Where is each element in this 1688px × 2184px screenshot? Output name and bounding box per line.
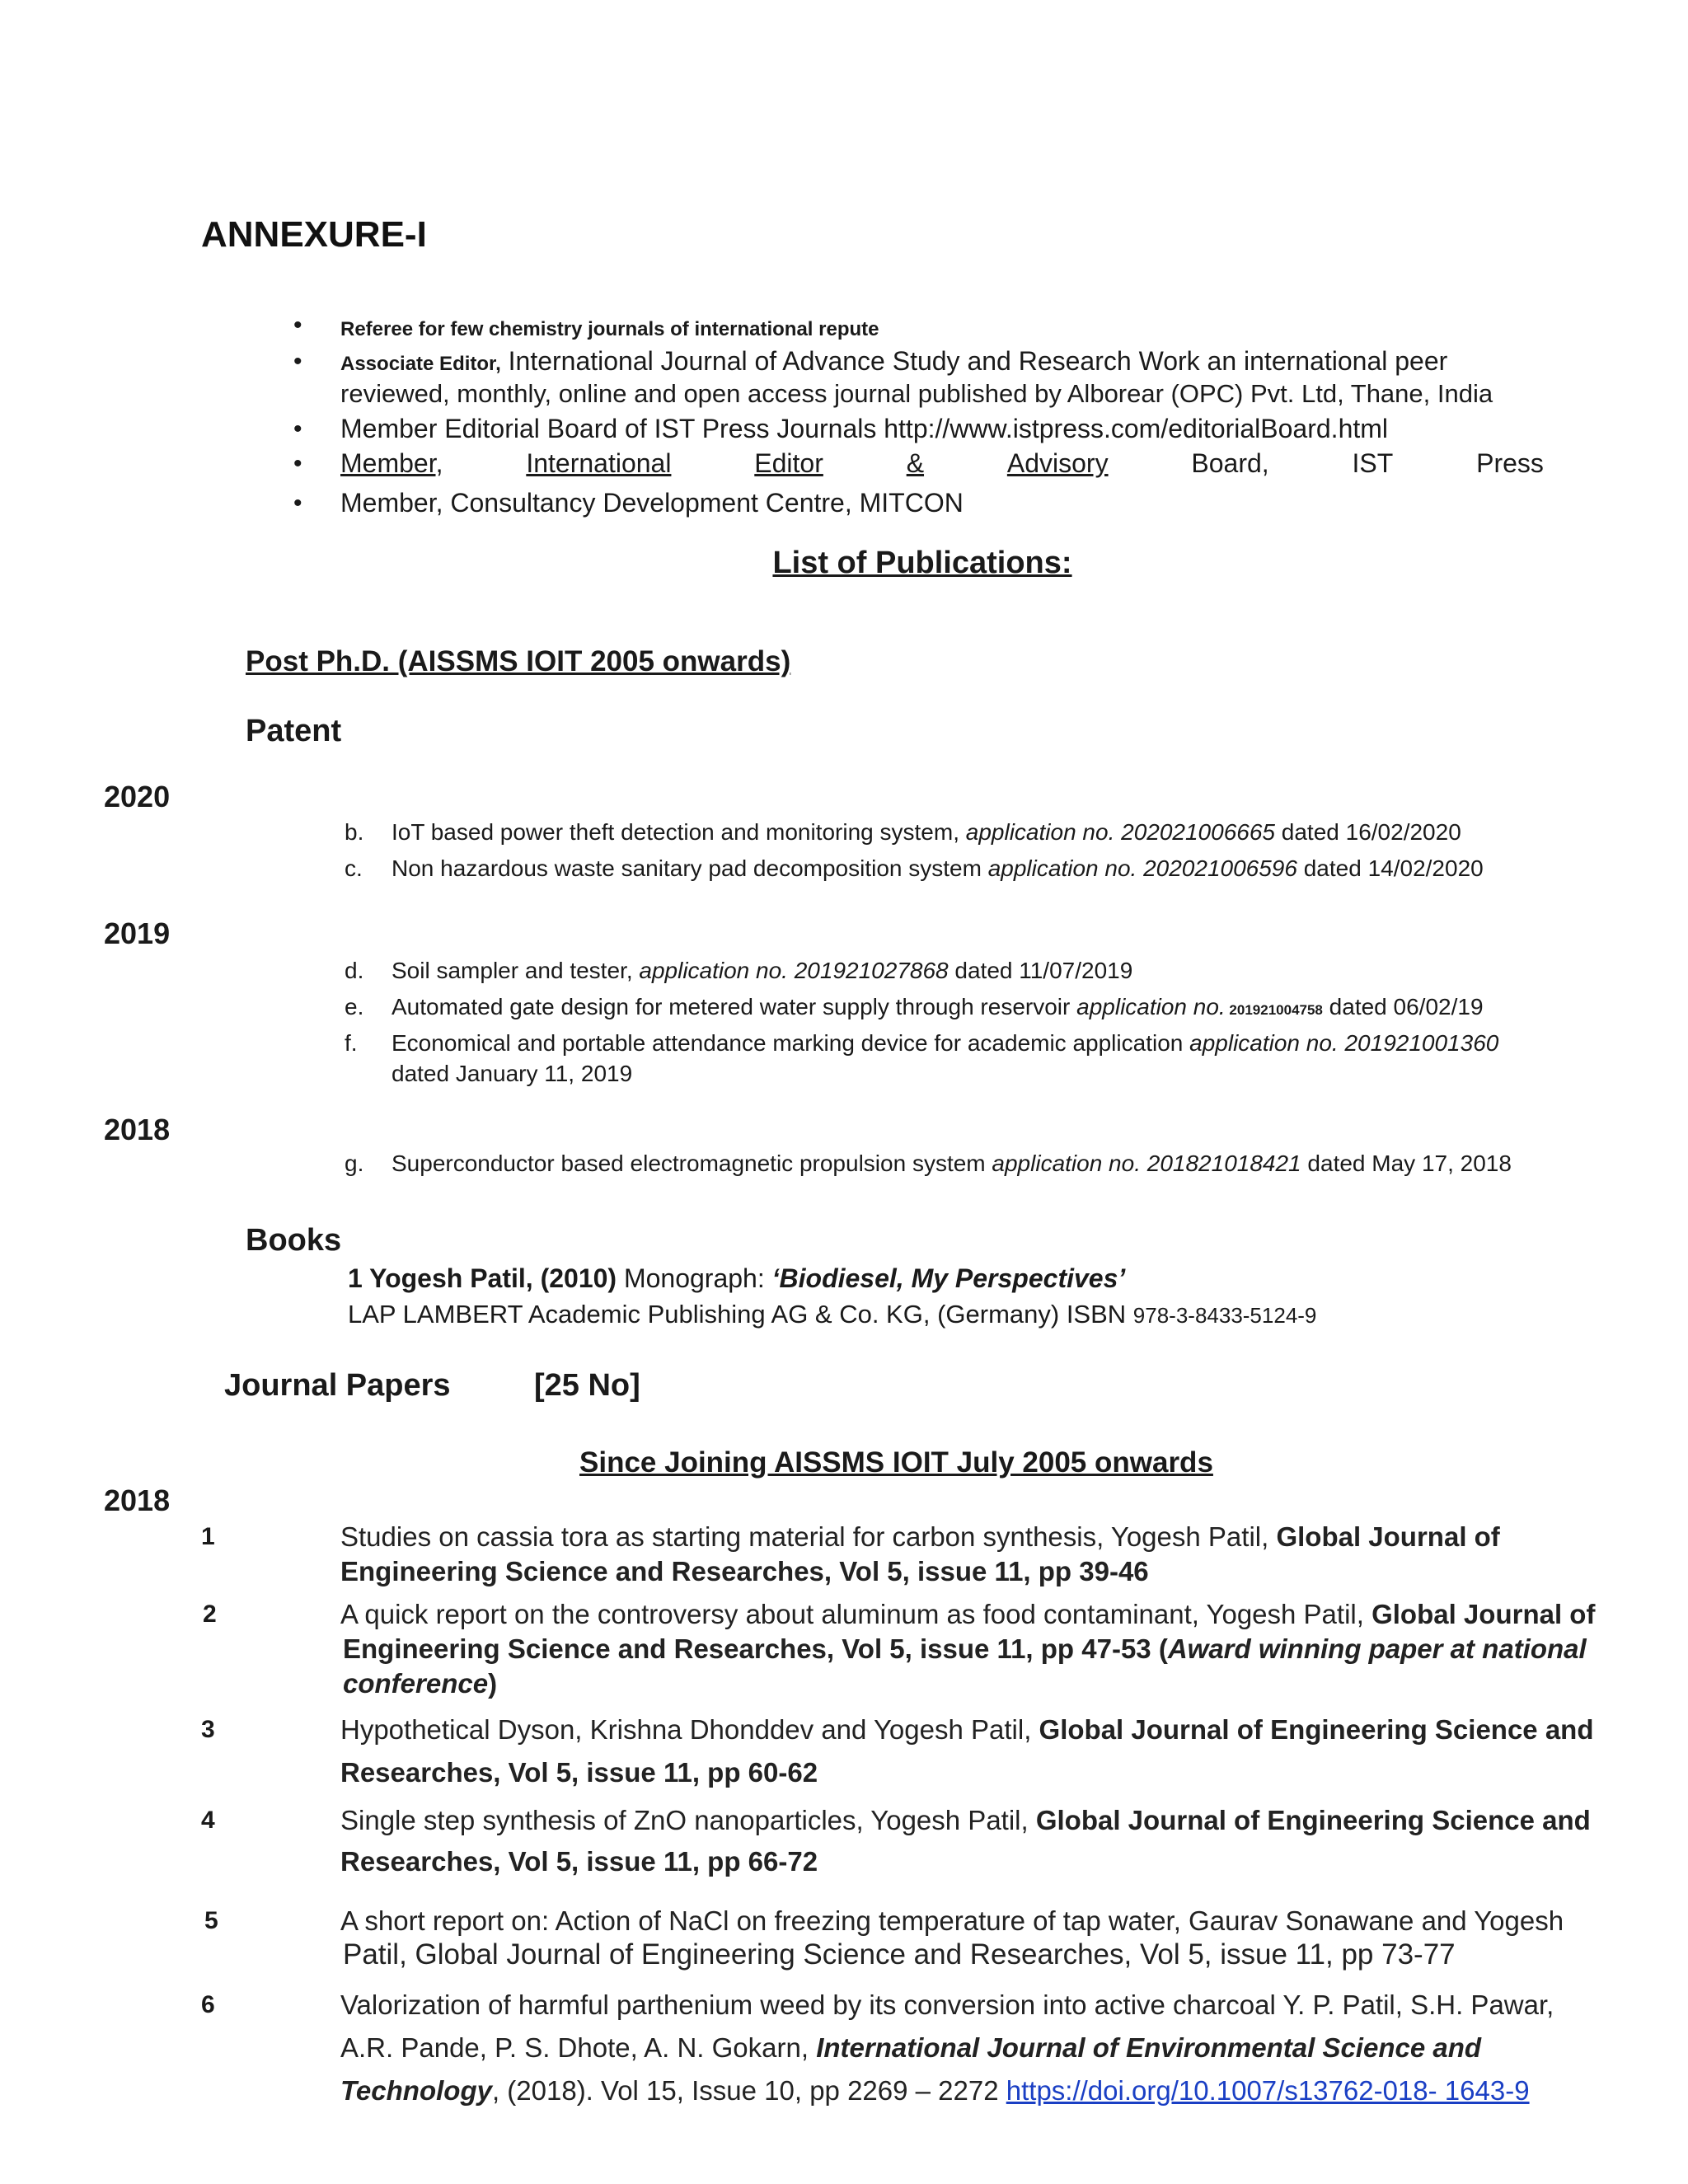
paper-item: A short report on: Action of NaCl on freezing temperature of tap water, Gaurav Sonawane and Yogesh [340, 1905, 1564, 1936]
patent-item: Soil sampler and tester, application no. 201921027868 dated 11/07/2019 [392, 958, 1133, 983]
books-heading: Books [246, 1223, 342, 1258]
role-referee: Referee for few chemistry journals of international repute [340, 318, 879, 340]
patent-heading: Patent [246, 714, 342, 748]
role-mitcon: Member, Consultancy Development Centre, MITCON [340, 488, 964, 518]
paper-item-line2: Patil, Global Journal of Engineering Science and Researches, Vol 5, issue 11, pp 73-77 [343, 1938, 1456, 1971]
patent-letter: f. [345, 1030, 358, 1056]
paper-number: 3 [201, 1716, 215, 1743]
paper-number: 1 [201, 1523, 215, 1550]
bullet: • [293, 450, 302, 477]
paper-number: 2 [203, 1601, 217, 1628]
paper-item-line3: conference) [343, 1668, 498, 1699]
role-associate-editor-line2: reviewed, monthly, online and open access journal published by Alborear (OPC) Pvt. Ltd, Thane, India [340, 379, 1493, 408]
paper-item-line2: Researches, Vol 5, issue 11, pp 60-62 [340, 1757, 818, 1788]
year-label: 2018 [104, 1483, 171, 1517]
role-associate-editor: Associate Editor, International Journal of Advance Study and Research Work an international peer [340, 346, 1448, 376]
paper-item: Hypothetical Dyson, Krishna Dhonddev and Yogesh Patil, Global Journal of Engineering Science and [340, 1714, 1594, 1745]
patent-item: Economical and portable attendance marking device for academic application application no. 201921001360 [392, 1030, 1499, 1056]
book-entry: 1 Yogesh Patil, (2010) Monograph: ‘Biodiesel, My Perspectives’ [348, 1263, 1126, 1293]
patent-letter: d. [345, 958, 364, 983]
year-label: 2019 [104, 916, 171, 950]
paper-item-line2: Engineering Science and Researches, Vol 5, issue 11, pp 39-46 [340, 1556, 1149, 1586]
paper-item: Studies on cassia tora as starting material for carbon synthesis, Yogesh Patil, Global Journal of [340, 1521, 1500, 1552]
paper-item-line3: Technology, (2018). Vol 15, Issue 10, pp 2269 – 2272 https://doi.org/10.1007/s13762-018- 1643-9 [340, 2075, 1530, 2106]
paper-number: 4 [201, 1807, 215, 1834]
book-publisher: LAP LAMBERT Academic Publishing AG & Co. KG, (Germany) ISBN 978-3-8433-5124-9 [348, 1300, 1317, 1329]
patent-letter: e. [345, 994, 364, 1019]
patent-item-line2: dated January 11, 2019 [392, 1061, 633, 1086]
journal-count: [25 No] [534, 1368, 640, 1403]
patent-letter: b. [345, 819, 364, 845]
paper-item-line2: A.R. Pande, P. S. Dhote, A. N. Gokarn, International Journal of Environmental Science and [340, 2032, 1482, 2063]
patent-item: Automated gate design for metered water supply through reservoir application no. 201921004758 dated 06/02/19 [392, 994, 1484, 1019]
patent-letter: g. [345, 1151, 364, 1176]
paper-item: A quick report on the controversy about aluminum as food contaminant, Yogesh Patil, Global Journal of [340, 1599, 1596, 1629]
since-joining-heading: Since Joining AISSMS IOIT July 2005 onwards [579, 1446, 1213, 1479]
doi-link[interactable]: https://doi.org/10.1007/s13762-018- 1643-9 [1006, 2075, 1530, 2106]
bullet: • [293, 415, 302, 443]
bullet: • [293, 490, 302, 517]
paper-item: Valorization of harmful parthenium weed by its conversion into active charcoal Y. P. Patil, S.H. Pawar, [340, 1990, 1554, 2020]
patent-item: Non hazardous waste sanitary pad decomposition system application no. 202021006596 dated 14/02/2020 [392, 855, 1484, 881]
role-ist-editorial: Member Editorial Board of IST Press Journals http://www.istpress.com/editorialBoard.html [340, 414, 1389, 443]
bullet: • [293, 348, 302, 375]
patent-item: IoT based power theft detection and monitoring system, application no. 202021006665 dated 16/02/2020 [392, 819, 1461, 845]
patent-item: Superconductor based electromagnetic propulsion system application no. 201821018421 dated May 17, 2018 [392, 1151, 1512, 1176]
role-ist-advisory: Member, International Editor & Advisory Board, IST Press [340, 448, 1544, 478]
journal-heading: Journal Papers [224, 1368, 451, 1403]
post-phd-heading: Post Ph.D. (AISSMS IOIT 2005 onwards) [246, 645, 791, 677]
year-label: 2018 [104, 1113, 171, 1146]
patent-letter: c. [345, 855, 363, 881]
paper-item: Single step synthesis of ZnO nanoparticles, Yogesh Patil, Global Journal of Engineering Science and [340, 1805, 1591, 1835]
paper-number: 5 [204, 1907, 218, 1934]
bullet: • [293, 312, 302, 339]
paper-item-line2: Researches, Vol 5, issue 11, pp 66-72 [340, 1846, 818, 1877]
paper-item-line2: Engineering Science and Researches, Vol 5, issue 11, pp 47-53 (Award winning paper at national [343, 1633, 1587, 1664]
page-heading: ANNEXURE-I [201, 214, 427, 255]
publications-title: List of Publications: [772, 546, 1072, 580]
paper-number: 6 [201, 1991, 215, 2018]
year-label: 2020 [104, 780, 171, 813]
